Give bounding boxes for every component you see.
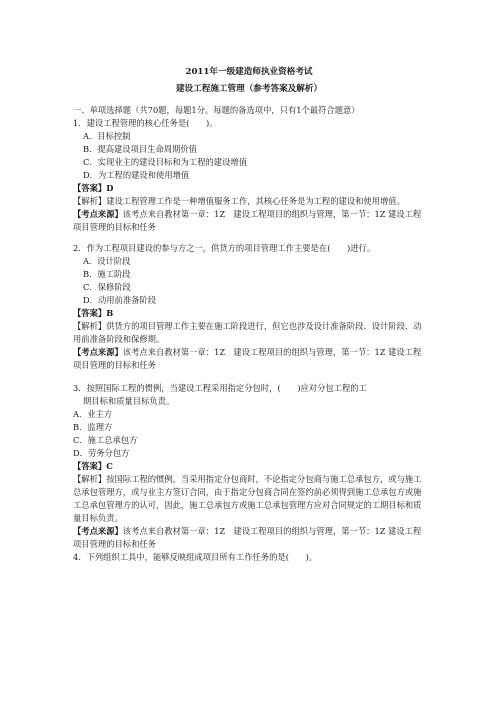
q1-option-d: D．为工程的建设和使用增值 (83, 170, 190, 180)
q2-analysis (73, 320, 425, 346)
question-1: 1．建设工程管理的核心任务是( )。 (73, 118, 218, 128)
q2-option-d: D．动用前准备阶段 (83, 295, 157, 305)
q3-option-c: C．施工总承包方 (73, 435, 138, 445)
q2-option-a: A．设计阶段 (83, 256, 131, 266)
analysis-text: 按国际工程的惯例，当采用指定分包商时，不论指定分包商与施工总承包方，或与施工总承包管理方，或与业主方签订合同，由于指定分包商合同在签约前必须得到施工总承包方或施工总承包管理方的认可，因此，施工总承包方或施工总承包管理方应对合同规定的工期目标和质量目标负责。 (73, 474, 422, 523)
answer-value: D (106, 183, 114, 193)
q3-option-d: D．劳务分包方 (73, 448, 130, 458)
q3-source (73, 525, 425, 551)
analysis-label: 【解析】 (73, 474, 107, 484)
q2-answer (73, 307, 425, 320)
source-text: 该考点来自教材第一章：1Z 建设工程项目的组织与管理，第一节：1Z 建设工程项目管理的目标和任务 (73, 347, 422, 370)
question-2: 2．作为工程项目建设的参与方之一，供货方的项目管理工作主要是在( )进行。 (73, 243, 376, 253)
q1-source (73, 208, 425, 234)
source-label: 【考点来源】 (73, 209, 123, 219)
section-heading: 一、单项选择题（共70题，每题1分。每题的备选项中，只有1个最符合题意） (73, 105, 360, 115)
q2-option-b: B．施工阶段 (83, 269, 131, 279)
source-text: 该考点来自教材第一章：1Z 建设工程项目的组织与管理，第一节：1Z 建设工程项目管理的目标和任务 (73, 209, 422, 232)
q1-option-c: C．实现业主的建设目标和为工程的建设增值 (83, 157, 247, 167)
q2-source (73, 346, 425, 372)
analysis-label: 【解析】 (73, 321, 107, 331)
source-text: 该考点来自教材第一章：1Z 建设工程项目的组织与管理，第一节：1Z 建设工程项目管理的目标和任务 (73, 526, 422, 549)
analysis-text: 供货方的项目管理工作主要在施工阶段进行，但它也涉及设计准备阶段、设计阶段、动用前准备阶段和保修期。 (73, 321, 422, 344)
analysis-text: 建设工程管理工作是一种增值服务工作，其核心任务是为工程的建设和使用增值。 (106, 196, 405, 206)
question-4: 4．下列组织工具中，能够反映组成项目所有工作任务的是( )。 (73, 552, 318, 562)
source-label: 【考点来源】 (73, 526, 123, 536)
q3-analysis (73, 473, 425, 525)
answer-label: 【答案】 (73, 183, 107, 193)
source-label: 【考点来源】 (73, 347, 123, 357)
q1-analysis (73, 195, 425, 208)
q2-option-c: C．保修阶段 (83, 282, 131, 292)
exam-title: 2011年一级建造师执业资格考试 (185, 67, 313, 77)
answer-value: B (106, 308, 114, 318)
q3-option-b: B．监理方 (73, 422, 113, 432)
q1-answer (73, 182, 425, 195)
question-3-cont: 期目标和质量目标负责。 (83, 396, 175, 406)
exam-subtitle: 建设工程施工管理（参考答案及解析） (175, 84, 323, 94)
q3-answer (73, 460, 425, 473)
question-3: 3．按照国际工程的惯例，当建设工程采用指定分包时，( )应对分包工程的工 (73, 383, 367, 393)
q1-option-a: A．目标控制 (83, 131, 131, 141)
answer-label: 【答案】 (73, 461, 107, 471)
answer-value: C (106, 461, 113, 471)
answer-label: 【答案】 (73, 308, 107, 318)
q3-option-a: A．业主方 (73, 409, 113, 419)
analysis-label: 【解析】 (73, 196, 107, 206)
q1-option-b: B．提高建设项目生命周期价值 (83, 144, 197, 154)
document-body (73, 66, 425, 564)
